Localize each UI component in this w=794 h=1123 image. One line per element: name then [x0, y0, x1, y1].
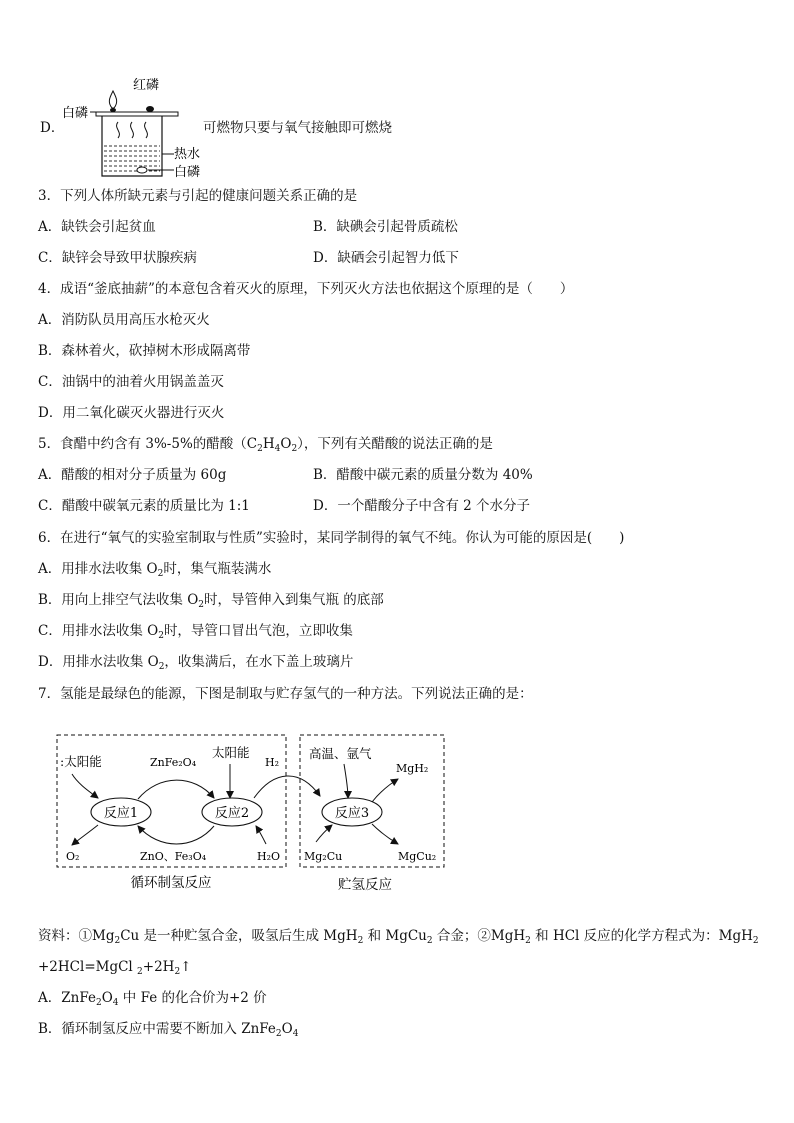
arrow-o2	[72, 825, 98, 845]
arc-bottom	[138, 826, 214, 844]
q4-option-c: C．油锅中的油着火用锅盖盖灭	[38, 374, 224, 390]
q3-option-d: D．缺硒会引起智力低下	[313, 250, 459, 266]
q2-option-d-label: D．	[40, 120, 65, 136]
arrow-h2-transfer	[254, 776, 320, 798]
q7-option-b: B．循环制氢反应中需要不断加入 $ZnFe_2O_4$	[38, 1021, 299, 1039]
label-o2: O₂	[66, 850, 80, 863]
red-phosphorus-dot	[146, 106, 154, 112]
arrow-high-temp	[344, 764, 348, 798]
arrow-mgcu2	[372, 824, 398, 844]
label-solar-mid: 太阳能	[212, 745, 250, 760]
copper-plate	[96, 112, 178, 116]
q2-option-d-text: 可燃物只要与氧气接触即可燃烧	[203, 120, 392, 136]
arrow-h2o	[256, 826, 266, 844]
q4-option-a: A．消防队员用高压水枪灭火	[38, 312, 210, 328]
q6-option-c: C．用排水法收集 $O_2$时，导管口冒出气泡，立即收集	[38, 623, 353, 641]
caption-storage: 贮氢反应	[338, 877, 392, 893]
white-phosphorus-top-dot	[110, 108, 116, 112]
q7-stem: 7．氢能是最绿色的能源，下图是制取与贮存氢气的一种方法。下列说法正确的是：	[38, 686, 533, 702]
q3-option-a: A．缺铁会引起贫血	[38, 219, 156, 235]
arrow-mg2cu	[316, 825, 332, 842]
q6-option-a: A．用排水法收集 $O_2$时，集气瓶装满水	[38, 561, 272, 579]
q5-option-a: A．醋酸的相对分子质量为 60g	[38, 467, 227, 483]
q5-option-b: B．醋酸中碳元素的质量分数为 40%	[313, 467, 533, 483]
label-h2o: H₂O	[257, 850, 281, 863]
label-red-phosphorus: 红磷	[133, 78, 160, 93]
white-phosphorus-bottom-dot	[137, 167, 147, 173]
label-zno-fe3o4: ZnO、Fe₃O₄	[140, 850, 207, 863]
q6-stem: 6．在进行“氧气的实验室制取与性质”实验时，某同学制得的氧气不纯。你认为可能的原因是( )	[38, 530, 625, 546]
label-mgh2: MgH₂	[396, 762, 429, 775]
label-high-temp-argon: 高温、氩气	[309, 746, 372, 761]
reaction3-label: 反应3	[334, 806, 370, 821]
arc-top	[138, 780, 214, 799]
label-mgcu2: MgCu₂	[398, 850, 437, 863]
q5-stem: 5．食醋中约含有 3%-5%的醋酸$(C_2H_4O_2)$，下列有关醋酸的说法正确的是	[38, 436, 493, 454]
flame-icon	[109, 91, 116, 108]
q5-option-d: D．一个醋酸分子中含有 2 个水分子	[313, 498, 530, 514]
label-hot-water: 热水	[174, 147, 201, 162]
hot-water	[104, 146, 160, 171]
q3-option-b: B．缺碘会引起骨质疏松	[313, 219, 458, 235]
q5-option-c: C．醋酸中碳氧元素的质量比为 1:1	[38, 498, 250, 514]
caption-cycle: 循环制氢反应	[130, 875, 212, 891]
arrow-mgh2	[372, 779, 398, 802]
q6-option-d: D．用排水法收集 $O_2$，收集满后，在水下盖上玻璃片	[38, 654, 354, 672]
reaction2-label: 反应2	[214, 806, 250, 821]
q4-option-d: D．用二氧化碳灭火器进行灭火	[38, 405, 225, 421]
q3-option-c: C．缺锌会导致甲状腺疾病	[38, 250, 197, 266]
q7-info-line2: +2HCl=MgCl $_2+2H_2↑$	[38, 959, 192, 977]
vapor-lines	[117, 122, 148, 138]
q6-option-b: B．用向上排空气法收集 $O_2$时，导管伸入到集气瓶 的底部	[38, 592, 384, 610]
label-mg2cu: Mg₂Cu	[304, 850, 343, 863]
label-znfe2o4: ZnFe₂O₄	[150, 756, 197, 769]
label-h2: H₂	[265, 756, 280, 769]
label-solar-left: :太阳能	[60, 754, 102, 769]
q4-stem: 4．成语“釜底抽薪”的本意包含着灭火的原理，下列灭火方法也依据这个原理的是（ ）	[38, 281, 574, 297]
q7-info-line1: 资料：$①Mg_2Cu$ 是一种贮氢合金，吸氢后生成 MgH$_2$ 和 MgCu$_2$ 合金；②MgH$_2$ 和 HCl 反应的化学方程式为：MgH$_2$	[38, 928, 759, 946]
q4-option-b: B．森林着火，砍掉树木形成隔离带	[38, 343, 251, 359]
label-white-phosphorus-bottom: 白磷	[174, 165, 201, 180]
reaction1-label: 反应1	[103, 806, 139, 821]
hydrogen-cycle-diagram	[54, 732, 454, 897]
arrow-solar-left	[72, 774, 98, 798]
phosphorus-combustion-figure	[58, 72, 208, 182]
q7-option-a: A．$ZnFe_2O_4$ 中 Fe 的化合价为+2 价	[38, 990, 267, 1008]
q3-stem: 3．下列人体所缺元素与引起的健康问题关系正确的是	[38, 188, 358, 204]
label-white-phosphorus-top: 白磷	[62, 106, 89, 121]
